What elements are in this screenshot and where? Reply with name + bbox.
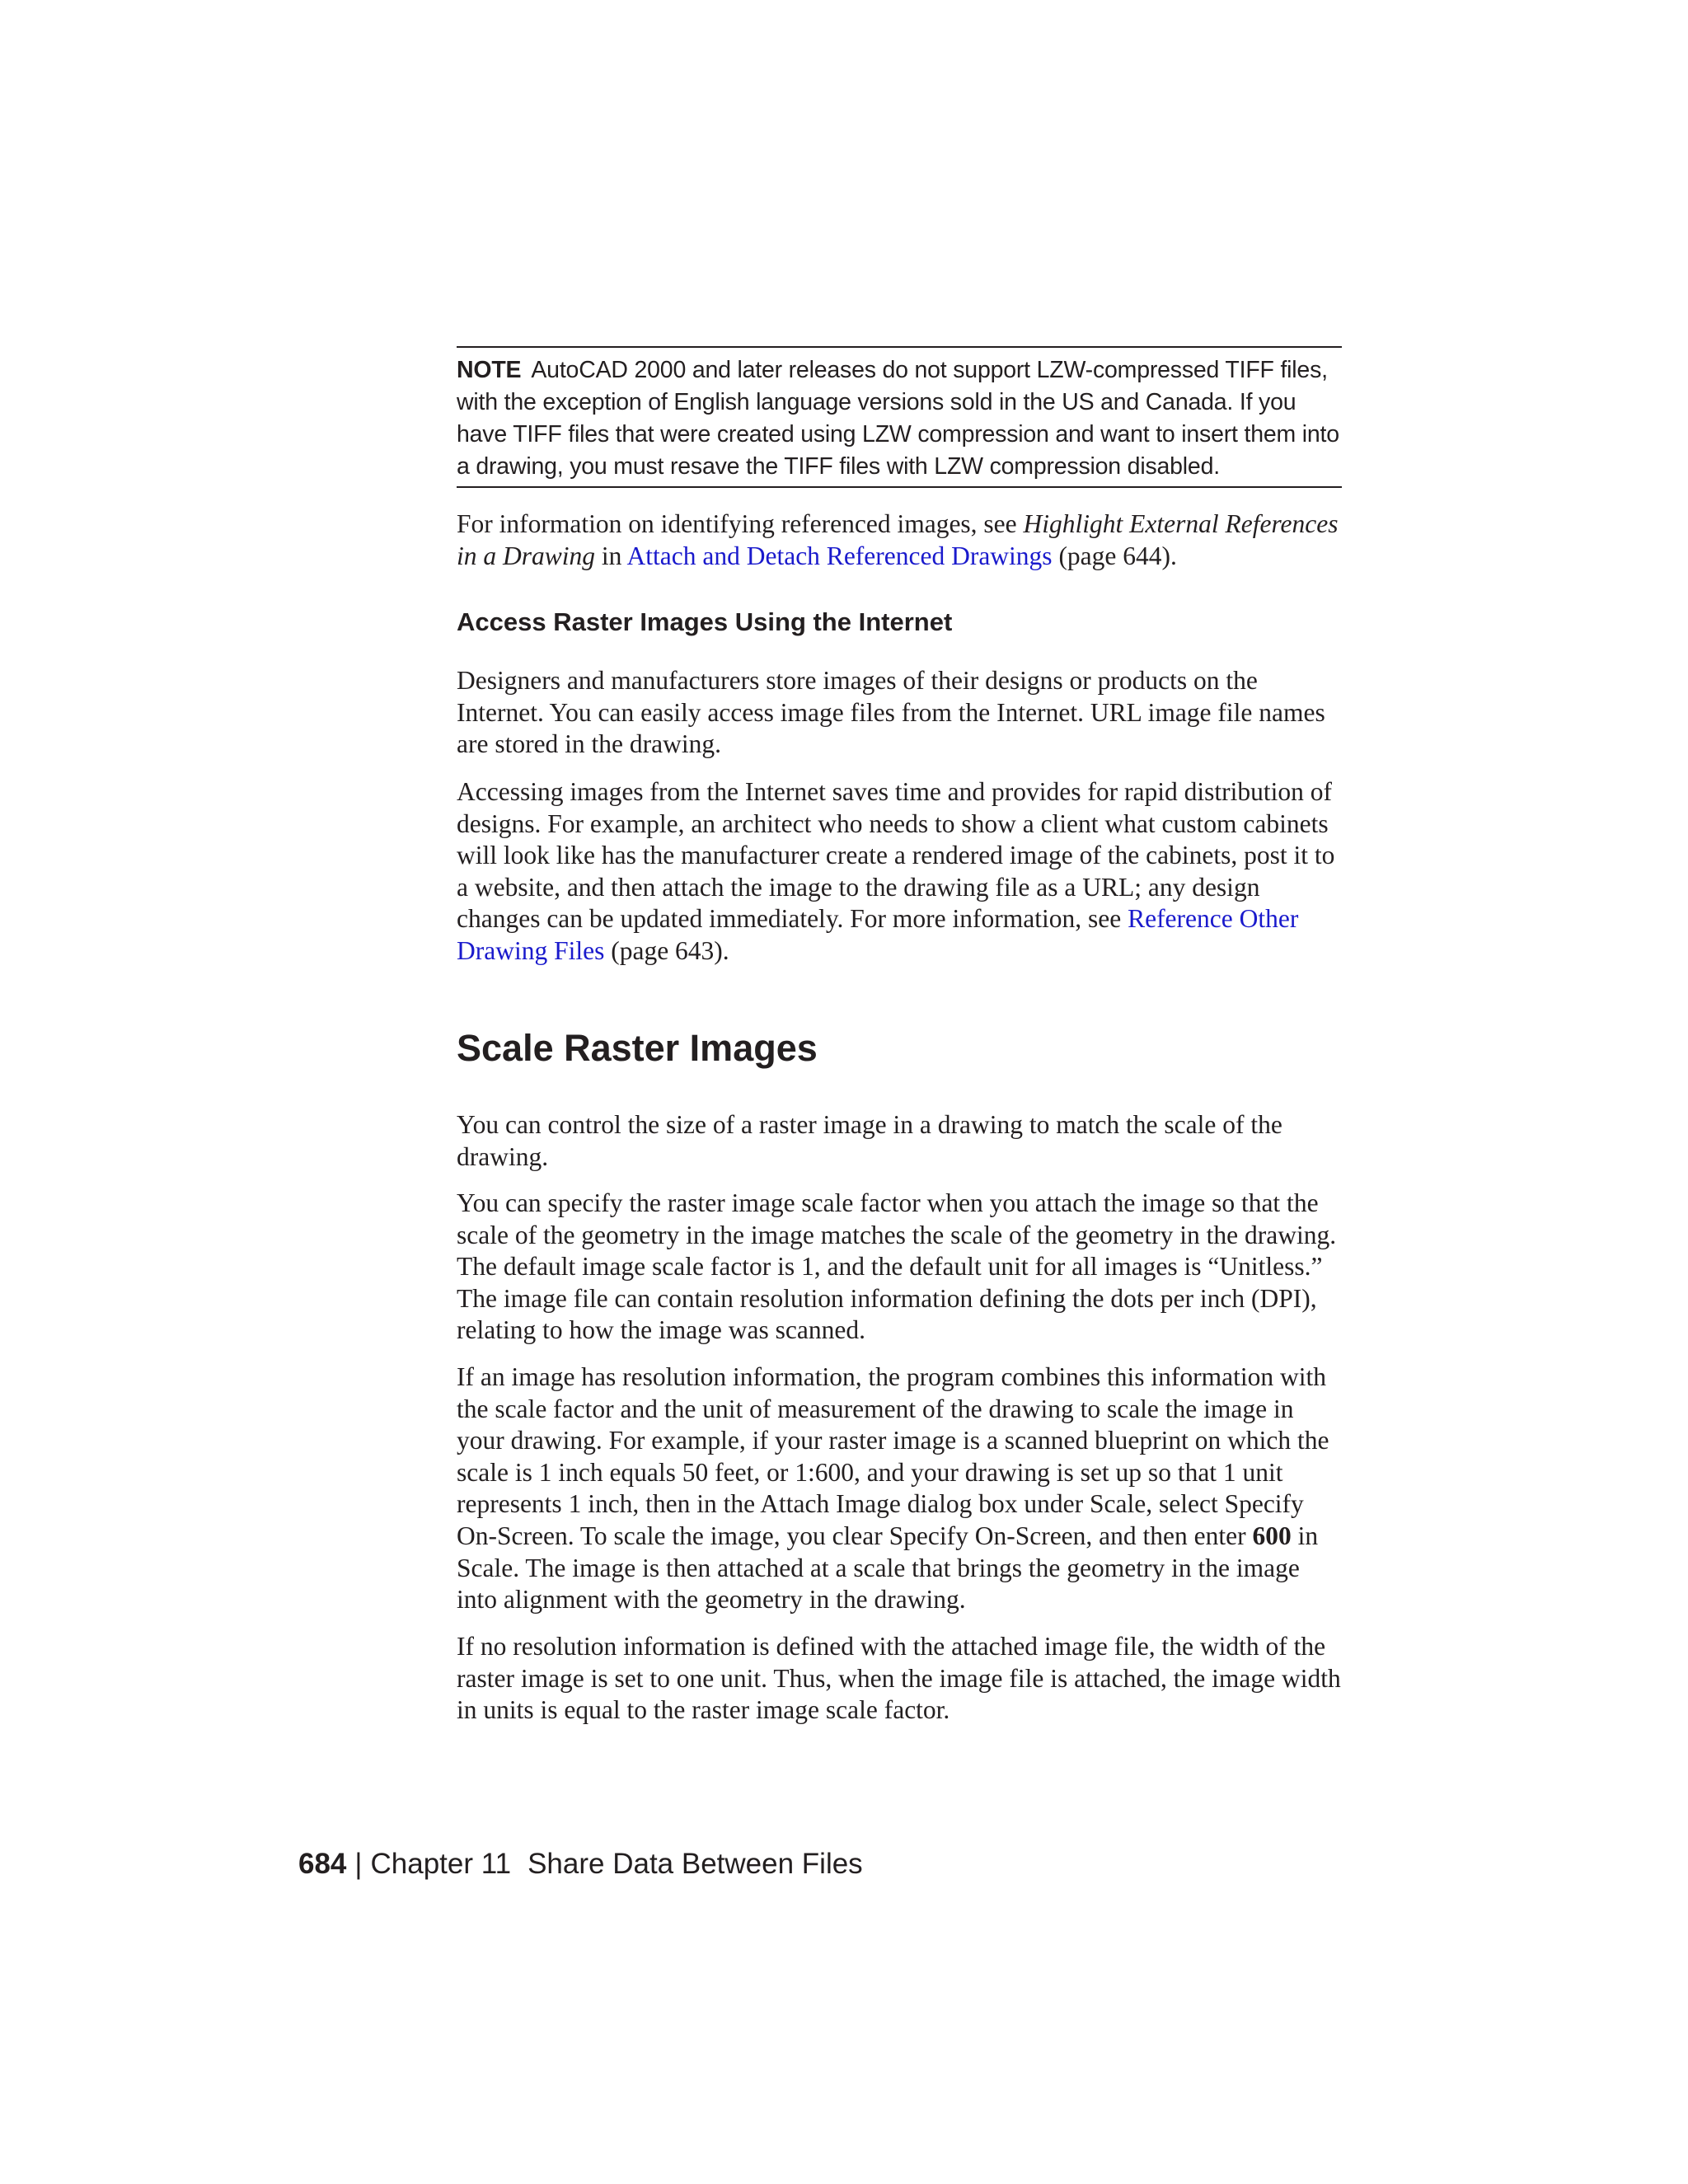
info-text-mid: in [595, 541, 627, 570]
scale-paragraph-3-suffix: in Scale. The image is then attached at a scale that brings the geometry in the image into alignment with the geometry in the drawing. [457, 1521, 1319, 1615]
scale-paragraph-1: You can control the size of a raster image in a drawing to match the scale of the drawing. [457, 1110, 1282, 1171]
scale-paragraph-4: If no resolution information is defined with the attached image file, the width of the raster image is set to one unit. Thus, when the image file is attached, the image width in units is equal to the raster image scale factor. [457, 1632, 1341, 1725]
chapter-title: Share Data Between Files [528, 1848, 863, 1880]
scale-paragraph-3 [457, 1361, 1342, 1616]
note-top-rule [457, 346, 1342, 348]
internet-paragraph-1: Designers and manufacturers store images of their designs or products on the Internet. You can easily access image files from the Internet. URL image file names are stored in the drawing. [457, 666, 1325, 759]
scale-paragraph-3-text: If an image has resolution information, the program combines this information with the scale factor and the unit of measurement of the drawing to scale the image in your drawing. For example, if your raster image is a scanned blueprint on which the scale is 1 inch equals 50 feet, or 1:600, and your drawing is set up so that 1 unit represents 1 inch, then in the Attach Image dialog box under Scale, select Specify On-Screen. To scale the image, you clear Specify On-Screen, and then enter [457, 1362, 1329, 1550]
section-heading: Scale Raster Images [457, 1027, 818, 1069]
info-page-ref: (page 644). [1052, 541, 1177, 570]
info-italic-reference: Highlight External References in a Drawing [457, 509, 1339, 570]
footer-separator: | [354, 1848, 363, 1880]
chapter-label: Chapter 11 [370, 1848, 512, 1880]
note-text: AutoCAD 2000 and later releases do not support LZW-compressed TIFF files, with the exception of English language versions sold in the US and Canada. If you have TIFF files that were created using LZW compression and want to insert them into a drawing, you must resave the TIFF files with LZW compression disabled. [457, 357, 1339, 480]
subheading-internet: Access Raster Images Using the Internet [457, 607, 953, 636]
internet-paragraph-2 [457, 776, 1342, 968]
internet-page-ref: (page 643). [604, 935, 729, 965]
note-label: NOTE [457, 357, 522, 383]
info-text: For information on identifying referenced images, see [457, 509, 1024, 538]
note-bottom-rule [457, 486, 1342, 488]
page-number: 684 [298, 1848, 347, 1880]
info-paragraph [457, 509, 1342, 572]
note-box [457, 354, 1342, 483]
scale-paragraph-2: You can specify the raster image scale factor when you attach the image so that the scale of the geometry in the image matches the scale of the geometry in the drawing. The default image scale factor is 1, and the default unit for all images is “Unitless.” The image file can contain resolution information defining the dots per inch (DPI), relating to how the image was scanned. [457, 1188, 1337, 1345]
page-footer [298, 1846, 863, 1882]
reference-other-drawing-files-link[interactable]: Reference Other Drawing Files [457, 904, 1299, 965]
internet-paragraph-2-text: Accessing images from the Internet saves time and provides for rapid distribution of designs. For example, an architect who needs to show a client what custom cabinets will look like has the manufacturer create a rendered image of the cabinets, post it to a website, and then attach the image to the drawing file as a URL; any design changes can be updated immediately. For more information, see [457, 777, 1335, 934]
attach-detach-link[interactable]: Attach and Detach Referenced Drawings [626, 541, 1053, 570]
scale-value-bold: 600 [1252, 1521, 1292, 1550]
